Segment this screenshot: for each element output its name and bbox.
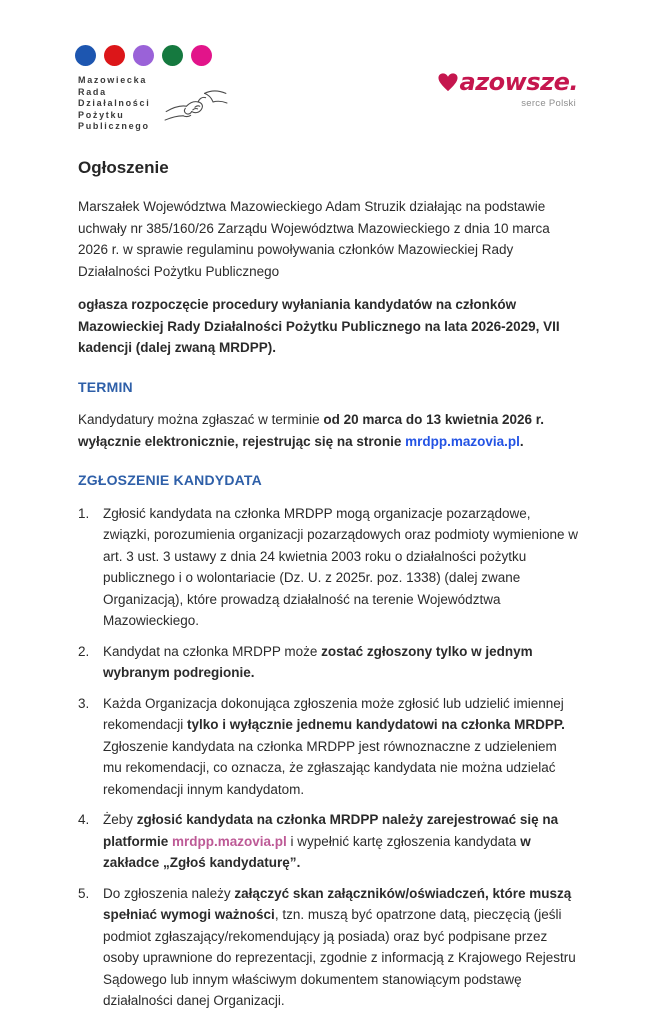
logo-dot-purple [133, 45, 154, 66]
mrdpp-logo [78, 45, 228, 133]
list-number: 5. [78, 885, 90, 901]
termin-period: . [519, 433, 524, 449]
logo-dot-pink [191, 45, 212, 66]
page-title: Ogłoszenie [78, 157, 169, 177]
mazowsze-logo [437, 69, 578, 115]
list-item-5 [78, 883, 578, 1012]
list-number: 1. [78, 505, 90, 521]
list-item-text [103, 641, 578, 684]
item5-bold: załączyć skan załączników/oświadczeń, które muszą spełniać wymogi ważności [103, 885, 572, 922]
item2-bold: zostać zgłoszony tylko w jednym wybranym podregionie. [103, 643, 533, 680]
logo-text-line: Pożytku [78, 109, 125, 120]
brand-tagline: serce Polski [521, 98, 576, 109]
logo-text-line: Mazowiecka [78, 75, 148, 85]
page-header [78, 45, 578, 133]
item4-lead: Żeby [103, 812, 137, 827]
section-heading-zgloszenie: ZGŁOSZENIE KANDYDATA [78, 472, 262, 488]
logo-dot-green [162, 45, 183, 66]
item1-text: Zgłosić kandydata na członka MRDPP mogą organizacje pozarządowe, związki, porozumienia organizacji pozarządowych oraz podmioty wymienione w art. 3 ust. 3 ustawy z dnia 24 kwietnia 2003 roku o działalności pożytku publicznego i o wolontariacie (Dz. U. z 2025r. poz. 1338) (dalej zwane Organizacją), które prowadzą działalność na terenie Województwa Mazowieckiego. [103, 505, 578, 628]
item2-lead: Kandydat na członka MRDPP może [103, 643, 322, 659]
handshake-icon [164, 81, 228, 125]
intro-paragraph [78, 196, 578, 282]
termin-bold: od 20 marca do 13 kwietnia 2026 r. wyłącznie elektronicznie, rejestrując się na stronie [78, 412, 544, 449]
termin-paragraph [78, 409, 578, 452]
logo-dots [75, 45, 228, 66]
item3-lead: Każda Organizacja dokonująca zgłoszenia może zgłosić lub udzielić imiennej rekomendacji [103, 695, 564, 732]
list-item-text [103, 883, 578, 1012]
list-item-2 [78, 641, 578, 684]
termin-lead: Kandydatury można zgłaszać w terminie [78, 412, 324, 427]
heart-m-icon [437, 72, 459, 92]
list-number: 2. [78, 643, 90, 659]
list-item-text [103, 693, 578, 801]
mrdpp-link-visited[interactable]: mrdpp.mazovia.pl [172, 833, 287, 849]
item4-bold1: zgłosić kandydata na członka MRDPP należy zarejestrować się na platformie [103, 812, 559, 849]
list-item-text [103, 503, 578, 632]
mrdpp-logo-text [78, 75, 150, 133]
logo-text-line: Publicznego [78, 121, 150, 131]
item4-mid: i wypełnić kartę zgłoszenia kandydata [286, 833, 521, 849]
list-item-1 [78, 503, 578, 632]
list-number: 3. [78, 695, 90, 711]
list-item-4 [78, 809, 578, 874]
item5-lead: Do zgłoszenia należy [103, 885, 235, 901]
item3-rest: Zgłoszenie kandydata na członka MRDPP jest równoznaczne z udzieleniem mu rekomendacji, co oznacza, że zgłaszając kandydata nie można udzielać rekomendacji innym kandydatom. [103, 738, 557, 797]
list-number: 4. [78, 812, 90, 827]
logo-dot-red [104, 45, 125, 66]
intro-text: Marszałek Województwa Mazowieckiego Adam Struzik działając na podstawie uchwały nr 385/160/26 Zarządu Województwa Mazowieckiego z dnia 10 marca 2026 r. w sprawie regulaminu powoływania członków Mazowieckiej Rady Działalności Pożytku Publicznego [78, 199, 550, 279]
logo-text-line: Rada [78, 86, 107, 97]
mrdpp-link[interactable]: mrdpp.mazovia.pl [405, 433, 520, 449]
logo-dot-blue [75, 45, 96, 66]
logo-text-line: Działalności [78, 98, 151, 108]
item5-rest: , tzn. muszą być opatrzone datą, pieczęcią (jeśli podmiot zgłaszający/rekomendujący ją posiada) oraz być podpisane przez osoby uprawnione do reprezentacji, zgodnie z informacją z Krajowego Rejestru Sądowego lub innym właściwym dokumentem stanowiącym podstawę działalności danej Organizacji. [103, 907, 576, 1008]
item4-bold2: w zakładce „Zgłoś kandydaturę” [103, 833, 531, 870]
section-heading-termin: TERMIN [78, 378, 133, 395]
item3-bold: tylko i wyłącznie jednemu kandydatowi na członka MRDPP. [187, 717, 565, 732]
item4-end: . [296, 855, 301, 870]
brand-text: azowsze. [459, 68, 578, 96]
list-item-3 [78, 693, 578, 801]
announcement-paragraph: ogłasza rozpoczęcie procedury wyłaniania kandydatów na członków Mazowieckiej Rady Działalności Pożytku Publicznego na lata 2026-2029, VII kadencji (dalej zwaną MRDPP). [78, 297, 560, 355]
candidate-list [78, 503, 578, 1012]
list-item-text [103, 809, 578, 874]
